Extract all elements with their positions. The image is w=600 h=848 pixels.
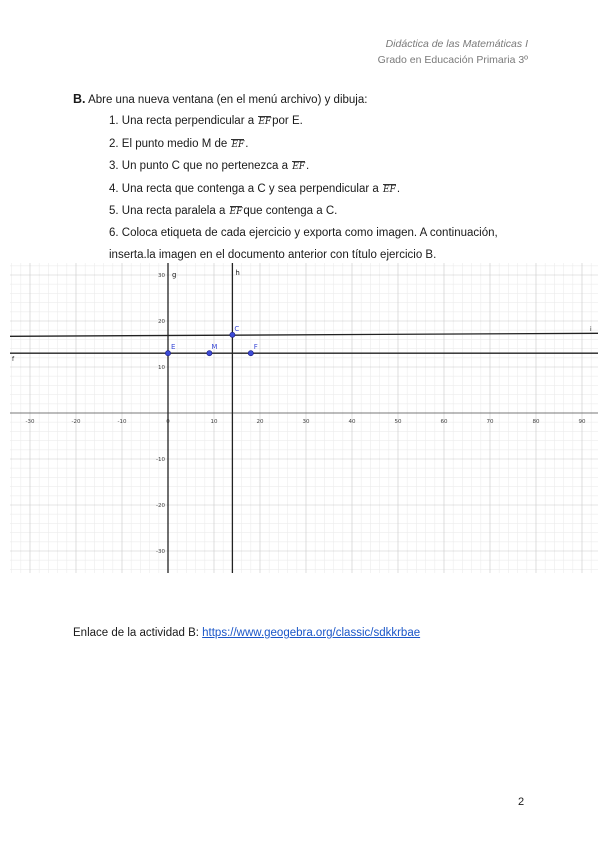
intro-text: Abre una nueva ventana (en el menú archivo) y dibuja:	[88, 94, 368, 106]
x-tick-label: 90	[578, 419, 586, 425]
task-3-text-end: .	[306, 160, 310, 173]
task-2-text: 2. El punto medio M de	[109, 137, 231, 150]
point-e	[165, 351, 170, 356]
x-tick-label: -30	[25, 419, 35, 425]
activity-link-line	[73, 627, 420, 639]
point-c	[230, 332, 235, 337]
point-label: E	[171, 343, 176, 352]
x-tick-label: 80	[532, 419, 540, 425]
task-list	[109, 111, 533, 266]
task-4	[109, 179, 533, 201]
page-number: 2	[518, 796, 525, 808]
course-title: Didáctica de las Matemáticas I	[385, 38, 528, 50]
exercise-letter: B.	[73, 92, 86, 106]
x-tick-label: -10	[117, 419, 127, 425]
segment-ef: EF	[229, 207, 243, 218]
point-label: C	[234, 324, 240, 333]
line-label: g	[172, 271, 177, 279]
y-tick-label: -30	[156, 549, 165, 555]
task-4-text-end: .	[396, 182, 401, 195]
x-tick-label: 40	[348, 419, 356, 425]
geogebra-graph	[10, 263, 598, 573]
geogebra-link[interactable]: https://www.geogebra.org/classic/sdkkrbae	[202, 627, 421, 639]
exercise-b	[73, 89, 533, 266]
document-header	[378, 36, 528, 68]
point-label: M	[211, 343, 218, 352]
task-3	[109, 156, 533, 178]
point-m	[207, 351, 212, 356]
y-tick-label: 30	[158, 273, 165, 279]
task-6-text: 6. Coloca etiqueta de cada ejercicio y exporta como imagen. A continuación,	[109, 227, 498, 240]
y-tick-label: 10	[158, 365, 165, 371]
task-2-text-end: .	[245, 137, 249, 150]
y-tick-label: -10	[156, 457, 165, 463]
minor-grid	[10, 263, 598, 573]
line-label: f	[12, 356, 15, 364]
x-tick-label: 60	[440, 419, 448, 425]
task-1-text-end: por E.	[272, 115, 303, 128]
x-tick-label: 0	[166, 419, 170, 425]
link-label: Enlace de la actividad B:	[73, 627, 203, 639]
constructed-lines	[10, 263, 598, 573]
constructed-points	[165, 325, 257, 356]
y-tick-label: 20	[158, 319, 165, 325]
task-4-text: 4. Una recta que contenga a C y sea perpendicular a	[109, 182, 382, 195]
exercise-b-intro	[73, 89, 533, 111]
segment-ef: EF	[382, 184, 396, 195]
segment-ef: EF	[258, 117, 272, 128]
task-6-text-cont: inserta.la imagen en el documento anterior con título ejercicio B.	[109, 248, 437, 261]
point-f	[248, 351, 253, 356]
task-2	[109, 134, 533, 156]
task-1	[109, 111, 533, 133]
x-tick-label: 30	[302, 419, 310, 425]
x-tick-label: -20	[71, 419, 81, 425]
line-i-parallel	[10, 333, 598, 336]
task-5	[109, 201, 533, 223]
segment-ef: EF	[231, 139, 245, 150]
x-tick-label: 50	[394, 419, 402, 425]
x-tick-label: 10	[210, 419, 218, 425]
major-grid	[10, 263, 598, 573]
task-5-text-end: que contenga a C.	[243, 205, 338, 218]
point-label: F	[253, 343, 258, 352]
task-3-text: 3. Un punto C que no pertenezca a	[109, 160, 292, 173]
segment-ef: EF	[292, 162, 306, 173]
line-label: i	[590, 325, 592, 333]
task-6	[109, 223, 533, 244]
degree-title: Grado en Educación Primaria 3º	[377, 54, 528, 66]
x-tick-label: 70	[486, 419, 494, 425]
task-5-text: 5. Una recta paralela a	[109, 205, 229, 218]
task-1-text: 1. Una recta perpendicular a	[109, 115, 258, 128]
y-tick-label: -20	[156, 503, 165, 509]
x-tick-label: 20	[256, 419, 264, 425]
line-label: h	[235, 269, 240, 277]
axes	[10, 263, 598, 573]
